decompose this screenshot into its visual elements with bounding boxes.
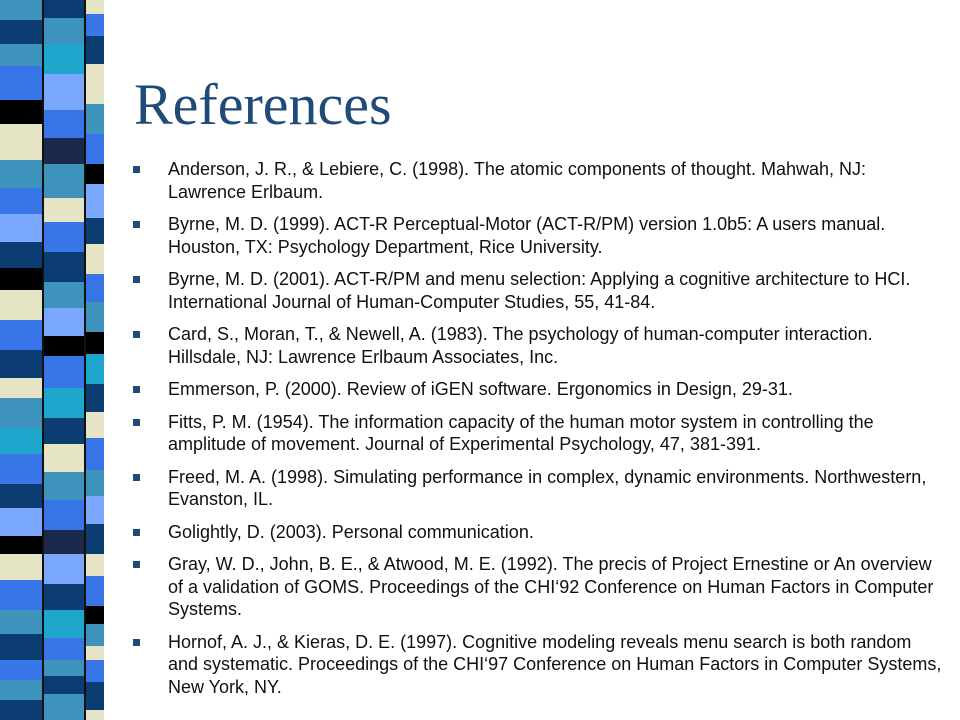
reference-text: Fitts, P. M. (1954). The information capacity of the human motor system in controlling the amplitude of movement. Journal of Experimental Psychology, 47, 381-391. (168, 411, 874, 454)
reference-list (133, 158, 945, 708)
reference-text: Gray, W. D., John, B. E., & Atwood, M. E. (1992). The precis of Project Ernestine or An overview of a validation of GOMS. Proceedings of the CHI‘92 Conference on Human Factors in Computer Systems. (168, 554, 934, 619)
reference-item (133, 466, 945, 511)
decorative-strip (0, 660, 42, 680)
decorative-strip (42, 336, 86, 356)
decorative-strip (0, 610, 42, 634)
decorative-strip (0, 428, 42, 454)
decorative-strip (86, 576, 104, 606)
reference-item (133, 378, 945, 401)
decorative-strip (0, 160, 42, 188)
decorative-strip (0, 100, 42, 124)
decorative-strip (86, 14, 104, 36)
decorative-strip (86, 244, 104, 274)
decorative-strip (42, 44, 86, 74)
square-bullet-icon (133, 166, 140, 173)
decorative-strip (86, 104, 104, 134)
decorative-strip (0, 536, 42, 554)
reference-item (133, 411, 945, 456)
decorative-strip (0, 454, 42, 484)
reference-item (133, 521, 945, 544)
decorative-strip (42, 18, 86, 44)
reference-item (133, 268, 945, 313)
decorative-strip (0, 700, 42, 720)
square-bullet-icon (133, 386, 140, 393)
decorative-strip (0, 680, 42, 700)
decorative-strip (0, 320, 42, 350)
reference-item (133, 158, 945, 203)
reference-item (133, 323, 945, 368)
decorative-strip (86, 164, 104, 184)
decorative-divider (84, 0, 86, 720)
decorative-strip (86, 0, 104, 14)
decorative-strip (42, 676, 86, 694)
decorative-strip (86, 354, 104, 384)
decorative-strip (42, 282, 86, 308)
decorative-strip (0, 398, 42, 428)
reference-text: Anderson, J. R., & Lebiere, C. (1998). The atomic components of thought. Mahwah, NJ: Lawrence Erlbaum. (168, 159, 867, 202)
decorative-strip (42, 222, 86, 252)
square-bullet-icon (133, 639, 140, 646)
reference-text: Byrne, M. D. (2001). ACT-R/PM and menu selection: Applying a cognitive architecture to HCI. International Journal of Human-Computer Studies, 55, 41-84. (168, 269, 911, 312)
decorative-strip (86, 302, 104, 332)
decorative-strip (42, 694, 86, 720)
decorative-strip (42, 660, 86, 676)
decorative-strip (0, 484, 42, 508)
square-bullet-icon (133, 331, 140, 338)
decorative-strip (0, 20, 42, 44)
reference-item (133, 553, 945, 621)
square-bullet-icon (133, 419, 140, 426)
reference-text: Golightly, D. (2003). Personal communication. (168, 521, 534, 542)
decorative-strip (86, 64, 104, 104)
decorative-strip (86, 660, 104, 682)
reference-text: Byrne, M. D. (1999). ACT-R Perceptual-Motor (ACT-R/PM) version 1.0b5: A users manual. Houston, TX: Psychology Department, Rice University. (168, 214, 886, 257)
decorative-strip (42, 418, 86, 444)
decorative-strip (0, 554, 42, 580)
square-bullet-icon (133, 529, 140, 536)
decorative-strip (0, 378, 42, 398)
decorative-strip (0, 214, 42, 242)
decorative-strip (0, 242, 42, 268)
reference-text: Freed, M. A. (1998). Simulating performance in complex, dynamic environments. Northwestern, Evanston, IL. (168, 466, 927, 509)
decorative-strip (0, 634, 42, 660)
decorative-strip (86, 184, 104, 218)
reference-item (133, 213, 945, 258)
decorative-strip (0, 124, 42, 160)
decorative-strip (86, 624, 104, 646)
decorative-strip (86, 332, 104, 354)
decorative-strip (0, 508, 42, 536)
decorative-strip (86, 470, 104, 496)
decorative-strip (42, 472, 86, 500)
reference-text: Emmerson, P. (2000). Review of iGEN software. Ergonomics in Design, 29-31. (168, 379, 793, 399)
decorative-strip (42, 610, 86, 638)
decorative-strip (86, 36, 104, 64)
decorative-strip (86, 218, 104, 244)
square-bullet-icon (133, 474, 140, 481)
slide-title: References (134, 72, 392, 137)
decorative-strip (0, 188, 42, 214)
decorative-strip (42, 500, 86, 530)
square-bullet-icon (133, 561, 140, 568)
reference-text: Card, S., Moran, T., & Newell, A. (1983). The psychology of human-computer interaction. Hillsdale, NJ: Lawrence Erlbaum Associates, Inc. (168, 324, 873, 367)
reference-item (133, 631, 945, 699)
decorative-strip (86, 412, 104, 438)
reference-text: Hornof, A. J., & Kieras, D. E. (1997). Cognitive modeling reveals menu search is both random and systematic. Proceedings of the CHI‘97 Conference on Human Factors in Computer Systems, New York, NY. (168, 631, 942, 697)
decorative-strip (42, 252, 86, 282)
square-bullet-icon (133, 276, 140, 283)
decorative-strip (0, 66, 42, 100)
decorative-strip (86, 438, 104, 470)
decorative-divider (42, 0, 44, 720)
decorative-strip (86, 274, 104, 302)
decorative-strip (42, 530, 86, 554)
decorative-strip (0, 580, 42, 610)
decorative-strip (86, 496, 104, 524)
decorative-strip (42, 584, 86, 610)
decorative-strip (86, 524, 104, 554)
decorative-strip (42, 110, 86, 138)
decorative-strip (42, 74, 86, 110)
decorative-strip (86, 554, 104, 576)
decorative-strip (0, 268, 42, 290)
decorative-strip (86, 682, 104, 710)
decorative-strip (42, 444, 86, 472)
decorative-strip (42, 388, 86, 418)
square-bullet-icon (133, 221, 140, 228)
decorative-strip (42, 356, 86, 388)
decorative-strip (86, 646, 104, 660)
decorative-strip (42, 138, 86, 164)
decorative-strip (0, 350, 42, 378)
decorative-strip (86, 384, 104, 412)
decorative-strip (42, 308, 86, 336)
decorative-strip (42, 198, 86, 222)
decorative-strip (42, 164, 86, 198)
decorative-strip (42, 638, 86, 660)
decorative-strip (86, 606, 104, 624)
decorative-strip (42, 554, 86, 584)
decorative-strip (86, 134, 104, 164)
decorative-strip (0, 44, 42, 66)
decorative-strip (86, 710, 104, 720)
decorative-strip (0, 0, 42, 20)
decorative-side-bar (0, 0, 106, 720)
decorative-strip (42, 0, 86, 18)
decorative-strip (0, 290, 42, 320)
